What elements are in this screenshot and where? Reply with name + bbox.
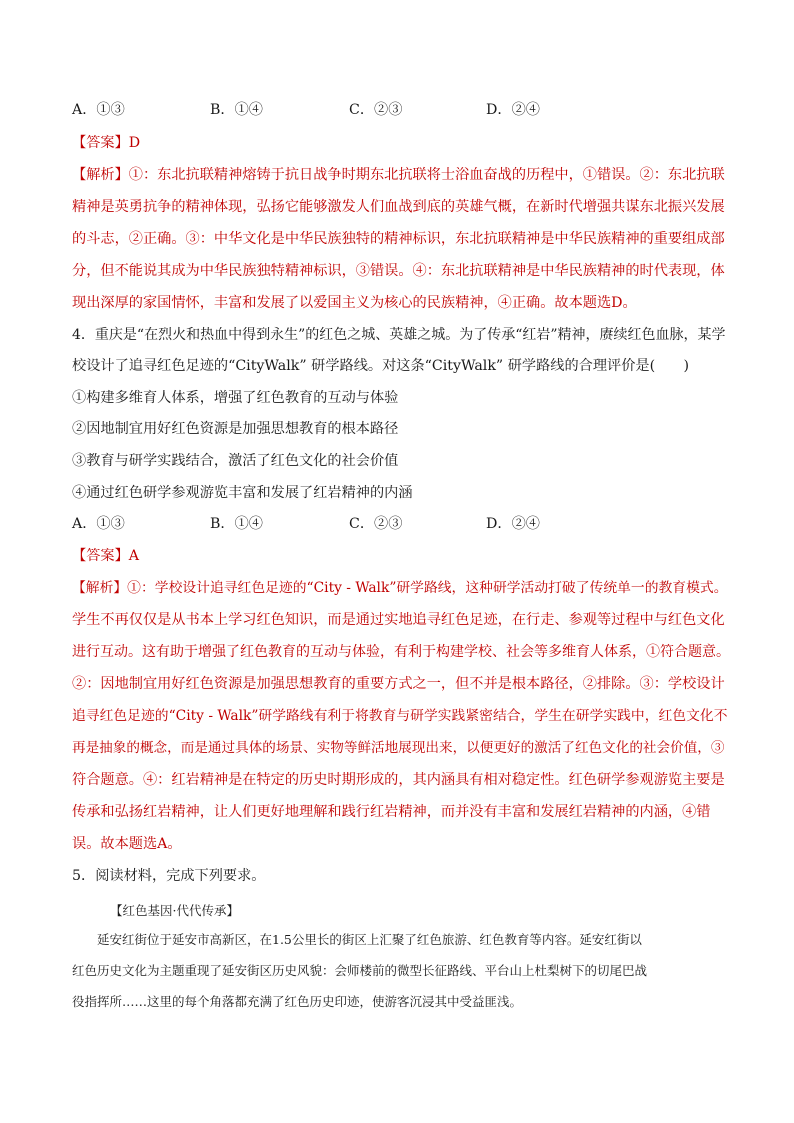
q3-options: [72, 100, 732, 120]
q4-stem-line: 4．重庆是“在烈火和热血中得到永生”的红色之城、英雄之城。为了传承“红岩”精神，赓续红色血脉，某学: [72, 327, 726, 343]
q4-statement-2: ②因地制宜用好红色资源是加强思想教育的根本路径: [72, 421, 399, 437]
q5-stem: 5．阅读材料，完成下列要求。: [72, 868, 266, 884]
q3-option-b: B．①④: [210, 102, 263, 118]
q5-material-line: 役指挥所……这里的每个角落都充满了红色历史印迹，使游客沉浸其中受益匪浅。: [72, 994, 523, 1009]
q4-analysis-line: ②：因地制宜用好红色资源是加强思想教育的重要方式之一，但不并是根本路径，②排除。③：学校设计: [72, 676, 725, 692]
q4-options: [72, 514, 732, 534]
q3-analysis-line: 分，但不能说其成为中华民族独特精神标识，③错误。④：东北抗联精神是中华民族精神的时代表现，体: [72, 263, 725, 279]
q4-option-d: D．②④: [486, 516, 540, 532]
q3-analysis-line: 现出深厚的家国情怀，丰富和发展了以爱国主义为核心的民族精神，④正确。故本题选D。: [72, 295, 637, 311]
q4-option-b: B．①④: [210, 516, 263, 532]
q4-statement-3: ③教育与研学实践结合，激活了红色文化的社会价值: [72, 453, 399, 469]
q3-option-d: D．②④: [486, 102, 540, 118]
q4-analysis-line: 追寻红色足迹的“City - Walk”研学路线有利于将教育与研学实践紧密结合，学生在研学实践中，红色文化不: [72, 708, 728, 724]
q4-analysis-line: 学生不再仅仅是从书本上学习红色知识，而是通过实地追寻红色足迹，在行走、参观等过程中与红色文化: [72, 612, 725, 628]
q3-option-a: A．①③: [72, 102, 125, 118]
q4-option-c: C．②③: [349, 516, 403, 532]
q4-analysis-line: 传承和弘扬红岩精神，让人们更好地理解和践行红岩精神，而并没有丰富和发展红岩精神的内涵，④错: [72, 804, 711, 820]
q5-material-title: 【红色基因·代代传承】: [110, 903, 239, 918]
q4-option-a: A．①③: [72, 516, 125, 532]
q3-analysis-line: 的斗志，②正确。③：中华文化是中华民族独特的精神标识，东北抗联精神是中华民族精神的重要组成部: [72, 231, 725, 247]
q3-answer: 【答案】D: [72, 135, 141, 151]
q4-statement-1: ①构建多维育人体系，增强了红色教育的互动与体验: [72, 390, 399, 406]
q4-answer: 【答案】A: [72, 548, 139, 564]
q3-analysis-line: 精神是英勇抗争的精神体现，弘扬它能够激发人们血战到底的英雄气概，在新时代增强共谋东北振兴发展: [72, 199, 725, 215]
q4-stem-line: 校设计了追寻红色足迹的“CityWalk” 研学路线。对这条“CityWalk” 研学路线的合理评价是( ): [72, 358, 690, 374]
q4-analysis-line: 符合题意。④：红岩精神是在特定的历史时期形成的，其内涵具有相对稳定性。红色研学参观游览主要是: [72, 772, 725, 788]
q4-statement-4: ④通过红色研学参观游览丰富和发展了红岩精神的内涵: [72, 485, 413, 501]
q4-analysis-line: 误。故本题选A。: [72, 836, 182, 852]
q3-analysis-line: 【解析】①：东北抗联精神熔铸于抗日战争时期东北抗联将士浴血奋战的历程中，①错误。②：东北抗联: [72, 167, 725, 183]
q3-option-c: C．②③: [349, 102, 403, 118]
q4-analysis-line: 【解析】①：学校设计追寻红色足迹的“City - Walk”研学路线，这种研学活动打破了传统单一的教育模式。: [72, 580, 728, 596]
q5-material-line: 延安红街位于延安市高新区，在1.5公里长的街区上汇聚了红色旅游、红色教育等内容。延安红街以: [72, 932, 642, 947]
q4-analysis-line: 进行互动。这有助于增强了红色教育的互动与体验，有利于构建学校、社会等多维育人体系，①符合题意。: [72, 644, 730, 660]
q5-material-line: 红色历史文化为主题重现了延安街区历史风貌：会师楼前的微型长征路线、平台山上杜梨树下的切尾巴战: [72, 963, 648, 978]
q4-analysis-line: 再是抽象的概念，而是通过具体的场景、实物等鲜活地展现出来，以便更好的激活了红色文化的社会价值，③: [72, 740, 725, 756]
